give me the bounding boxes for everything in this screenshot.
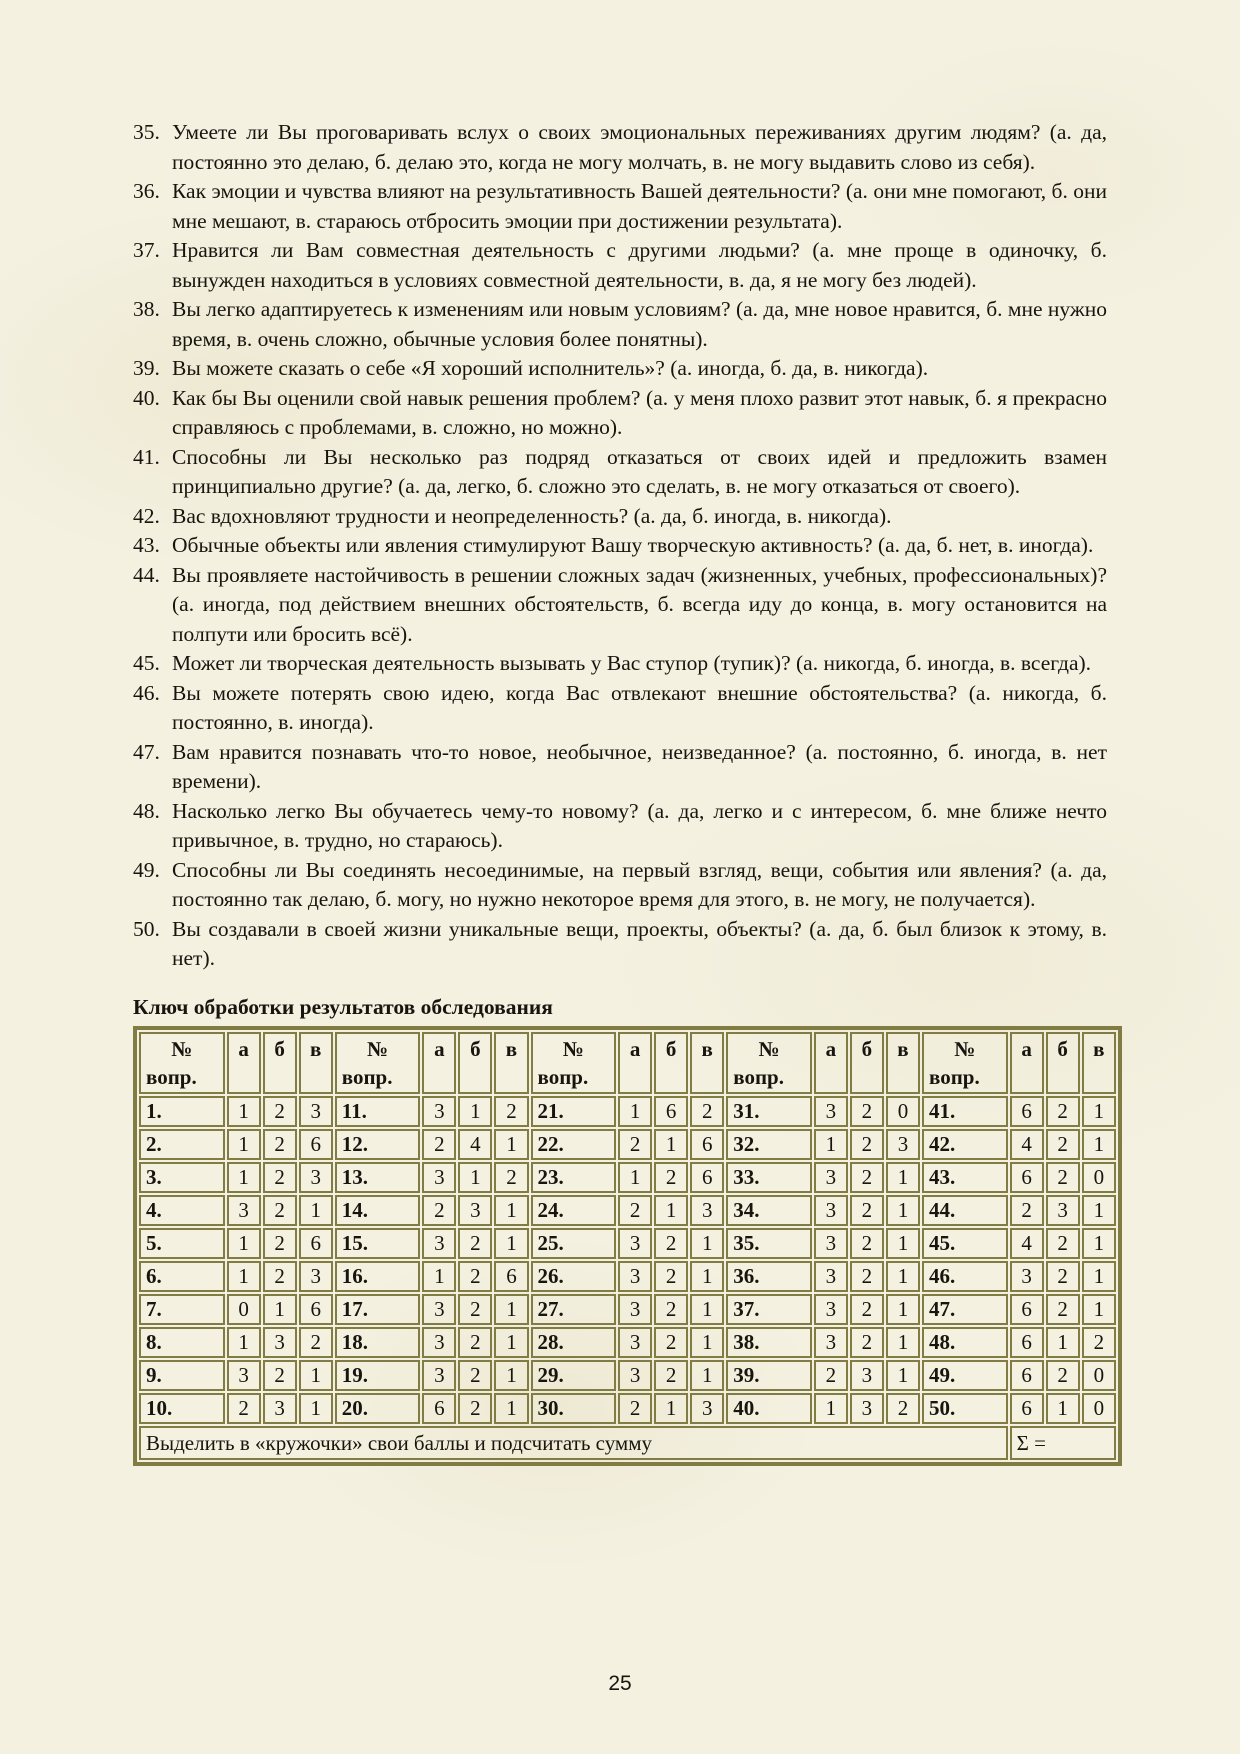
question-number-cell: 38. xyxy=(726,1327,812,1358)
score-cell-a: 1 xyxy=(227,1129,261,1160)
score-cell-a: 3 xyxy=(618,1360,652,1391)
score-cell-v: 1 xyxy=(299,1195,333,1226)
question-item xyxy=(133,679,1107,738)
question-number-cell: 33. xyxy=(726,1162,812,1193)
score-cell-b: 2 xyxy=(263,1096,297,1127)
score-cell-b: 4 xyxy=(458,1129,492,1160)
question-text: Вы можете сказать о себе «Я хороший исполнитель»? (а. иногда, б. да, в. никогда). xyxy=(172,356,929,380)
col-header-question-number xyxy=(335,1032,421,1094)
question-item xyxy=(133,797,1107,856)
question-number: 44. xyxy=(133,562,160,587)
score-cell-a: 2 xyxy=(1010,1195,1044,1226)
question-text: Способны ли Вы несколько раз подряд отказаться от своих идей и предложить взамен принципиально другие? (а. да, легко, б. сложно это сделать, в. не могу отказаться от своего). xyxy=(172,444,1107,498)
question-number-cell: 7. xyxy=(139,1294,225,1325)
score-cell-b: 2 xyxy=(1046,1162,1080,1193)
score-cell-v: 3 xyxy=(690,1195,724,1226)
score-cell-b: 2 xyxy=(654,1360,688,1391)
score-cell-b: 1 xyxy=(654,1393,688,1424)
question-number: 35. xyxy=(133,120,160,144)
score-cell-b: 1 xyxy=(458,1162,492,1193)
score-cell-b: 1 xyxy=(1046,1327,1080,1358)
question-item xyxy=(133,443,1107,502)
col-header-question-number xyxy=(922,1032,1008,1094)
question-number-cell: 31. xyxy=(726,1096,812,1127)
score-cell-v: 1 xyxy=(886,1294,920,1325)
score-cell-v: 3 xyxy=(299,1096,333,1127)
score-cell-b: 1 xyxy=(1046,1393,1080,1424)
score-cell-v: 1 xyxy=(494,1195,528,1226)
score-cell-a: 1 xyxy=(618,1162,652,1193)
score-cell-b: 1 xyxy=(654,1129,688,1160)
question-number-cell: 6. xyxy=(139,1261,225,1292)
score-cell-b: 3 xyxy=(263,1393,297,1424)
score-cell-b: 2 xyxy=(850,1228,884,1259)
score-cell-v: 1 xyxy=(886,1360,920,1391)
col-header-b: б xyxy=(850,1032,884,1094)
question-number: 46. xyxy=(133,680,160,705)
score-cell-v: 1 xyxy=(494,1129,528,1160)
score-cell-a: 3 xyxy=(422,1327,456,1358)
question-number-cell: 46. xyxy=(922,1261,1008,1292)
score-cell-v: 1 xyxy=(690,1327,724,1358)
score-cell-a: 3 xyxy=(1010,1261,1044,1292)
question-number: 48. xyxy=(133,798,160,823)
score-cell-a: 3 xyxy=(422,1294,456,1325)
score-cell-v: 0 xyxy=(1082,1393,1116,1424)
score-cell-v: 1 xyxy=(494,1360,528,1391)
question-number-cell: 50. xyxy=(922,1393,1008,1424)
key-table-row xyxy=(139,1228,1116,1259)
question-number-cell: 12. xyxy=(335,1129,421,1160)
question-number-cell: 34. xyxy=(726,1195,812,1226)
question-number-cell: 19. xyxy=(335,1360,421,1391)
question-item xyxy=(133,531,1107,561)
question-number-cell: 25. xyxy=(531,1228,617,1259)
question-text: Вы легко адаптируетесь к изменениям или новым условиям? (а. да, мне новое нравится, б. мне нужно время, в. очень сложно, обычные условия более понятны). xyxy=(172,297,1107,351)
score-cell-b: 1 xyxy=(458,1096,492,1127)
score-cell-a: 6 xyxy=(1010,1162,1044,1193)
score-cell-v: 2 xyxy=(494,1096,528,1127)
score-cell-b: 2 xyxy=(654,1162,688,1193)
score-cell-a: 3 xyxy=(618,1228,652,1259)
question-number-cell: 17. xyxy=(335,1294,421,1325)
score-cell-a: 3 xyxy=(814,1261,848,1292)
score-cell-b: 2 xyxy=(458,1393,492,1424)
score-cell-a: 6 xyxy=(1010,1096,1044,1127)
col-header-a: а xyxy=(422,1032,456,1094)
question-number-cell: 28. xyxy=(531,1327,617,1358)
numero-sign: № xyxy=(562,1036,584,1061)
question-number-cell: 41. xyxy=(922,1096,1008,1127)
key-table-row xyxy=(139,1360,1116,1391)
col-header-a: а xyxy=(227,1032,261,1094)
score-cell-a: 3 xyxy=(814,1162,848,1193)
score-cell-b: 2 xyxy=(458,1360,492,1391)
score-cell-b: 2 xyxy=(654,1261,688,1292)
question-number-cell: 42. xyxy=(922,1129,1008,1160)
score-cell-a: 1 xyxy=(227,1096,261,1127)
score-cell-v: 2 xyxy=(494,1162,528,1193)
question-number-cell: 11. xyxy=(335,1096,421,1127)
question-abbrev: вопр. xyxy=(146,1064,197,1089)
question-number-cell: 10. xyxy=(139,1393,225,1424)
score-cell-b: 2 xyxy=(1046,1261,1080,1292)
score-cell-v: 0 xyxy=(1082,1360,1116,1391)
score-cell-b: 2 xyxy=(458,1294,492,1325)
score-cell-a: 1 xyxy=(814,1129,848,1160)
score-cell-v: 1 xyxy=(1082,1294,1116,1325)
question-text: Как бы Вы оценили свой навык решения проблем? (а. у меня плохо развит этот навык, б. я прекрасно справляюсь с проблемами, в. сложно, но можно). xyxy=(172,385,1107,439)
score-cell-b: 3 xyxy=(458,1195,492,1226)
col-header-b: б xyxy=(458,1032,492,1094)
question-text: Обычные объекты или явления стимулируют Вашу творческую активность? (а. да, б. нет, в. иногда). xyxy=(172,533,1094,557)
question-number-cell: 3. xyxy=(139,1162,225,1193)
key-table-row xyxy=(139,1162,1116,1193)
score-cell-v: 1 xyxy=(886,1261,920,1292)
score-cell-a: 2 xyxy=(618,1393,652,1424)
score-cell-a: 3 xyxy=(422,1228,456,1259)
score-cell-v: 2 xyxy=(690,1096,724,1127)
question-number-cell: 16. xyxy=(335,1261,421,1292)
score-cell-b: 2 xyxy=(263,1195,297,1226)
score-cell-b: 2 xyxy=(458,1261,492,1292)
score-cell-a: 6 xyxy=(1010,1294,1044,1325)
numero-sign: № xyxy=(954,1036,976,1061)
score-cell-v: 1 xyxy=(1082,1195,1116,1226)
question-number-cell: 1. xyxy=(139,1096,225,1127)
question-number: 38. xyxy=(133,297,160,321)
question-number-cell: 32. xyxy=(726,1129,812,1160)
question-abbrev: вопр. xyxy=(341,1064,393,1089)
question-number: 42. xyxy=(133,503,160,528)
key-section-title: Ключ обработки результатов обследования xyxy=(133,994,553,1019)
question-item xyxy=(133,295,1107,354)
question-number-cell: 47. xyxy=(922,1294,1008,1325)
score-cell-a: 1 xyxy=(422,1261,456,1292)
score-cell-a: 6 xyxy=(1010,1360,1044,1391)
score-cell-b: 2 xyxy=(1046,1360,1080,1391)
score-cell-a: 3 xyxy=(227,1360,261,1391)
question-number-cell: 4. xyxy=(139,1195,225,1226)
score-cell-a: 3 xyxy=(227,1195,261,1226)
question-number-cell: 44. xyxy=(922,1195,1008,1226)
question-number-cell: 24. xyxy=(531,1195,617,1226)
question-number-cell: 40. xyxy=(726,1393,812,1424)
score-cell-a: 2 xyxy=(422,1195,456,1226)
score-cell-a: 3 xyxy=(814,1195,848,1226)
col-header-v: в xyxy=(690,1032,724,1094)
question-number-cell: 49. xyxy=(922,1360,1008,1391)
score-cell-v: 6 xyxy=(299,1228,333,1259)
question-number-cell: 30. xyxy=(531,1393,617,1424)
score-cell-a: 2 xyxy=(227,1393,261,1424)
score-cell-b: 2 xyxy=(263,1129,297,1160)
score-cell-b: 2 xyxy=(850,1327,884,1358)
question-number-cell: 29. xyxy=(531,1360,617,1391)
score-cell-v: 1 xyxy=(299,1393,333,1424)
score-cell-v: 1 xyxy=(494,1294,528,1325)
score-cell-v: 2 xyxy=(299,1327,333,1358)
col-header-a: а xyxy=(814,1032,848,1094)
score-cell-a: 6 xyxy=(422,1393,456,1424)
question-number: 43. xyxy=(133,533,160,557)
question-text: Может ли творческая деятельность вызывать у Вас ступор (тупик)? (а. никогда, б. иногда, в. всегда). xyxy=(172,651,1092,675)
question-number-cell: 21. xyxy=(531,1096,617,1127)
score-cell-b: 6 xyxy=(654,1096,688,1127)
score-cell-v: 1 xyxy=(886,1228,920,1259)
table-footer-row xyxy=(139,1426,1116,1460)
question-number: 37. xyxy=(133,238,160,262)
question-number-cell: 5. xyxy=(139,1228,225,1259)
questions-list xyxy=(133,118,1107,974)
question-abbrev: вопр. xyxy=(537,1064,589,1089)
question-item xyxy=(133,502,1107,532)
score-cell-a: 2 xyxy=(422,1129,456,1160)
score-cell-v: 6 xyxy=(299,1129,333,1160)
col-header-b: б xyxy=(263,1032,297,1094)
score-cell-b: 2 xyxy=(850,1195,884,1226)
col-header-a: а xyxy=(1010,1032,1044,1094)
question-number-cell: 8. xyxy=(139,1327,225,1358)
key-table-row xyxy=(139,1393,1116,1424)
score-cell-a: 2 xyxy=(618,1195,652,1226)
score-cell-v: 6 xyxy=(690,1162,724,1193)
question-number-cell: 18. xyxy=(335,1327,421,1358)
score-cell-v: 1 xyxy=(1082,1096,1116,1127)
score-cell-b: 2 xyxy=(1046,1129,1080,1160)
score-cell-a: 3 xyxy=(814,1327,848,1358)
col-header-v: в xyxy=(299,1032,333,1094)
score-cell-v: 6 xyxy=(494,1261,528,1292)
score-cell-a: 6 xyxy=(1010,1327,1044,1358)
score-cell-a: 1 xyxy=(227,1327,261,1358)
question-number: 49. xyxy=(133,857,160,882)
col-header-v: в xyxy=(886,1032,920,1094)
question-number: 36. xyxy=(133,179,160,203)
score-cell-a: 1 xyxy=(227,1228,261,1259)
question-number-cell: 2. xyxy=(139,1129,225,1160)
question-number-cell: 27. xyxy=(531,1294,617,1325)
score-cell-a: 1 xyxy=(618,1096,652,1127)
question-number-cell: 20. xyxy=(335,1393,421,1424)
score-cell-a: 0 xyxy=(227,1294,261,1325)
question-number-cell: 26. xyxy=(531,1261,617,1292)
score-cell-b: 2 xyxy=(263,1228,297,1259)
score-cell-b: 3 xyxy=(263,1327,297,1358)
numero-sign: № xyxy=(758,1036,780,1061)
question-item xyxy=(133,856,1107,915)
score-cell-b: 2 xyxy=(850,1096,884,1127)
question-text: Умеете ли Вы проговаривать вслух о своих эмоциональных переживаниях другим людям? (а. да, постоянно это делаю, б. делаю это, когда не могу молчать, в. не могу выдавить слово из себя). xyxy=(172,120,1107,174)
question-text: Как эмоции и чувства влияют на результативность Вашей деятельности? (а. они мне помогают, б. они мне мешают, в. стараюсь отбросить эмоции при достижении результата). xyxy=(172,179,1107,233)
score-cell-v: 1 xyxy=(886,1327,920,1358)
question-number: 41. xyxy=(133,444,160,469)
score-cell-a: 1 xyxy=(814,1393,848,1424)
question-number-cell: 15. xyxy=(335,1228,421,1259)
score-cell-b: 2 xyxy=(654,1327,688,1358)
key-table-row xyxy=(139,1294,1116,1325)
question-number: 40. xyxy=(133,385,160,410)
score-cell-v: 3 xyxy=(299,1261,333,1292)
score-cell-a: 3 xyxy=(814,1294,848,1325)
score-cell-v: 1 xyxy=(886,1195,920,1226)
score-cell-b: 3 xyxy=(850,1393,884,1424)
score-cell-a: 3 xyxy=(618,1294,652,1325)
table-footer-sum-cell: Σ = xyxy=(1010,1426,1116,1460)
col-header-a: а xyxy=(618,1032,652,1094)
score-cell-b: 2 xyxy=(850,1294,884,1325)
score-cell-a: 2 xyxy=(814,1360,848,1391)
score-cell-b: 3 xyxy=(1046,1195,1080,1226)
score-cell-a: 4 xyxy=(1010,1228,1044,1259)
key-table-row xyxy=(139,1327,1116,1358)
question-text: Способны ли Вы соединять несоединимые, на первый взгляд, вещи, события или явления? (а. да, постоянно так делаю, б. могу, но нужно некоторое время для этого, в. не могу, не получается). xyxy=(172,857,1107,911)
score-cell-b: 2 xyxy=(263,1360,297,1391)
score-cell-v: 1 xyxy=(1082,1261,1116,1292)
question-item xyxy=(133,649,1107,679)
score-cell-a: 4 xyxy=(1010,1129,1044,1160)
question-abbrev: вопр. xyxy=(733,1064,784,1089)
question-text: Насколько легко Вы обучаетесь чему-то новому? (а. да, легко и с интересом, б. мне ближе нечто привычное, в. трудно, но стараюсь). xyxy=(172,798,1107,852)
col-header-question-number xyxy=(531,1032,617,1094)
table-footer-instruction: Выделить в «кружочки» свои баллы и подсчитать сумму xyxy=(139,1426,1008,1460)
score-cell-v: 3 xyxy=(886,1129,920,1160)
score-cell-b: 2 xyxy=(850,1129,884,1160)
score-cell-v: 1 xyxy=(299,1360,333,1391)
score-cell-a: 2 xyxy=(618,1129,652,1160)
col-header-b: б xyxy=(654,1032,688,1094)
score-cell-a: 3 xyxy=(814,1228,848,1259)
question-text: Вы создавали в своей жизни уникальные вещи, проекты, объекты? (а. да, б. был близок к этому, в. нет). xyxy=(172,916,1107,970)
question-item xyxy=(133,561,1107,650)
score-cell-v: 0 xyxy=(886,1096,920,1127)
score-cell-v: 1 xyxy=(1082,1129,1116,1160)
page-number: 25 xyxy=(608,1672,632,1695)
score-cell-b: 2 xyxy=(1046,1228,1080,1259)
key-table-row xyxy=(139,1096,1116,1127)
question-number-cell: 36. xyxy=(726,1261,812,1292)
score-cell-v: 3 xyxy=(690,1393,724,1424)
score-cell-a: 3 xyxy=(814,1096,848,1127)
question-number-cell: 35. xyxy=(726,1228,812,1259)
question-text: Вы можете потерять свою идею, когда Вас отвлекают внешние обстоятельства? (а. никогда, б. постоянно, в. иногда). xyxy=(172,680,1107,734)
answer-key-table xyxy=(133,1026,1122,1466)
score-cell-a: 3 xyxy=(422,1096,456,1127)
question-item xyxy=(133,738,1107,797)
score-cell-a: 6 xyxy=(1010,1393,1044,1424)
question-item xyxy=(133,177,1107,236)
key-table-row xyxy=(139,1195,1116,1226)
question-text: Вас вдохновляют трудности и неопределенность? (а. да, б. иногда, в. никогда). xyxy=(172,503,892,528)
question-number-cell: 39. xyxy=(726,1360,812,1391)
score-cell-v: 1 xyxy=(690,1261,724,1292)
question-item xyxy=(133,384,1107,443)
score-cell-v: 6 xyxy=(299,1294,333,1325)
score-cell-b: 2 xyxy=(458,1228,492,1259)
score-cell-a: 3 xyxy=(422,1360,456,1391)
question-number: 39. xyxy=(133,356,160,380)
score-cell-b: 2 xyxy=(458,1327,492,1358)
score-cell-b: 1 xyxy=(654,1195,688,1226)
question-item xyxy=(133,236,1107,295)
score-cell-v: 1 xyxy=(690,1360,724,1391)
col-header-question-number xyxy=(139,1032,225,1094)
score-cell-v: 0 xyxy=(1082,1162,1116,1193)
score-cell-b: 2 xyxy=(654,1294,688,1325)
score-cell-b: 2 xyxy=(1046,1294,1080,1325)
question-number-cell: 23. xyxy=(531,1162,617,1193)
score-cell-v: 1 xyxy=(690,1228,724,1259)
question-text: Вам нравится познавать что-то новое, необычное, неизведанное? (а. постоянно, б. иногда, в. нет времени). xyxy=(172,739,1107,793)
score-cell-b: 1 xyxy=(263,1294,297,1325)
key-table-header-row xyxy=(139,1032,1116,1094)
col-header-v: в xyxy=(1082,1032,1116,1094)
score-cell-a: 3 xyxy=(618,1327,652,1358)
score-cell-b: 2 xyxy=(1046,1096,1080,1127)
key-table-row xyxy=(139,1261,1116,1292)
question-number: 50. xyxy=(133,916,160,941)
score-cell-a: 1 xyxy=(227,1261,261,1292)
question-item xyxy=(133,354,1107,384)
score-cell-a: 3 xyxy=(618,1261,652,1292)
col-header-question-number xyxy=(726,1032,812,1094)
numero-sign: № xyxy=(367,1036,389,1061)
question-number-cell: 45. xyxy=(922,1228,1008,1259)
score-cell-v: 1 xyxy=(494,1228,528,1259)
question-item xyxy=(133,915,1107,974)
question-abbrev: вопр. xyxy=(929,1064,980,1089)
question-number-cell: 48. xyxy=(922,1327,1008,1358)
col-header-v: в xyxy=(494,1032,528,1094)
question-number-cell: 22. xyxy=(531,1129,617,1160)
score-cell-b: 2 xyxy=(850,1162,884,1193)
key-table-row xyxy=(139,1129,1116,1160)
question-number-cell: 9. xyxy=(139,1360,225,1391)
score-cell-v: 2 xyxy=(886,1393,920,1424)
question-number-cell: 37. xyxy=(726,1294,812,1325)
score-cell-v: 2 xyxy=(1082,1327,1116,1358)
score-cell-a: 3 xyxy=(422,1162,456,1193)
score-cell-b: 2 xyxy=(263,1261,297,1292)
question-item xyxy=(133,118,1107,177)
col-header-b: б xyxy=(1046,1032,1080,1094)
score-cell-b: 2 xyxy=(654,1228,688,1259)
score-cell-b: 3 xyxy=(850,1360,884,1391)
question-number-cell: 13. xyxy=(335,1162,421,1193)
question-text: Вы проявляете настойчивость в решении сложных задач (жизненных, учебных, профессиональных)? (а. иногда, под действием внешних обстоятельств, б. всегда иду до конца, в. могу остановится на полпути или бросить всё). xyxy=(172,562,1107,646)
question-number: 47. xyxy=(133,739,160,764)
question-text: Нравится ли Вам совместная деятельность с другими людьми? (а. мне проще в одиночку, б. вынужден находиться в условиях совместной деятельности, в. да, я не могу без людей). xyxy=(172,238,1107,292)
score-cell-v: 1 xyxy=(690,1294,724,1325)
numero-sign: № xyxy=(171,1036,193,1061)
score-cell-b: 2 xyxy=(850,1261,884,1292)
question-number: 45. xyxy=(133,651,160,675)
score-cell-v: 1 xyxy=(494,1327,528,1358)
question-number-cell: 43. xyxy=(922,1162,1008,1193)
question-number-cell: 14. xyxy=(335,1195,421,1226)
score-cell-v: 6 xyxy=(690,1129,724,1160)
score-cell-a: 1 xyxy=(227,1162,261,1193)
score-cell-b: 2 xyxy=(263,1162,297,1193)
score-cell-v: 1 xyxy=(1082,1228,1116,1259)
score-cell-v: 3 xyxy=(299,1162,333,1193)
score-cell-v: 1 xyxy=(886,1162,920,1193)
score-cell-v: 1 xyxy=(494,1393,528,1424)
